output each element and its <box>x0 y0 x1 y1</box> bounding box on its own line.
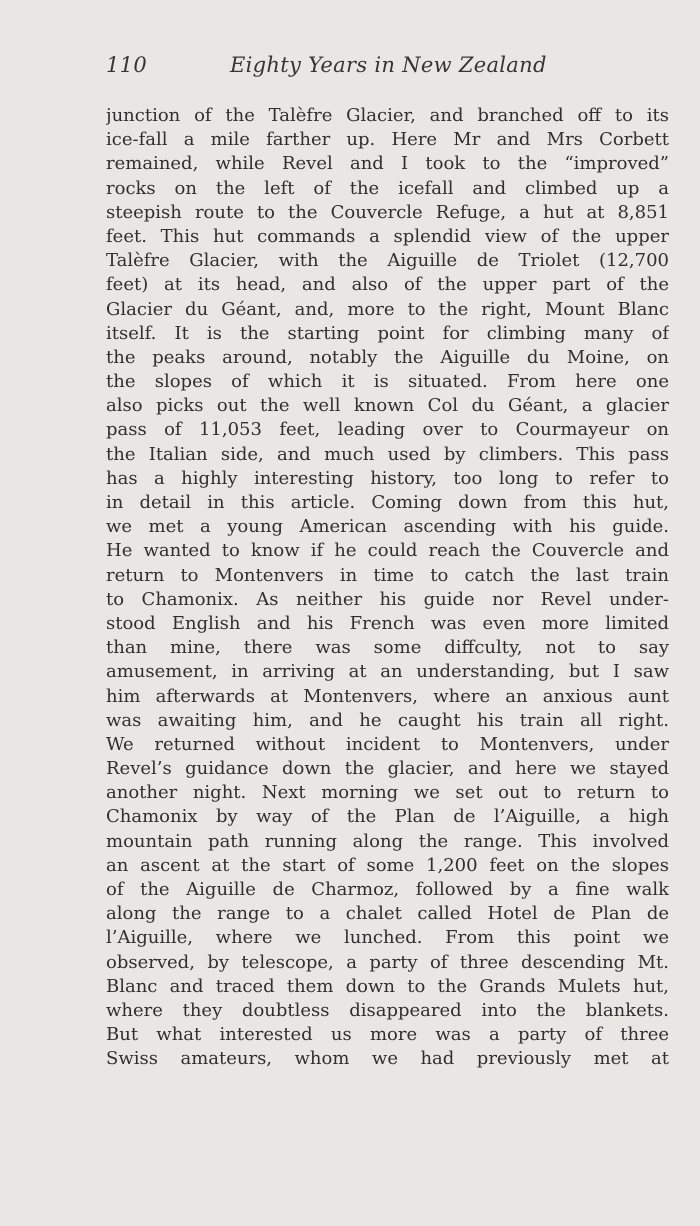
text-line: we met a young American ascending with his guide. <box>106 516 669 538</box>
text-line: the peaks around, notably the Aiguille du Moine, on <box>106 346 669 368</box>
text-line: observed, by telescope, a party of three descending Mt. <box>106 951 669 973</box>
text-line: return to Montenvers in time to catch the last train <box>106 564 669 586</box>
text-line: another night. Next morning we set out to return to <box>106 782 669 804</box>
text-line: junction of the Talèfre Glacier, and branched off to its <box>106 105 669 126</box>
text-line: amusement, in arriving at an understanding, but I saw <box>106 661 669 683</box>
text-line: than mine, there was some diffculty, not to say <box>106 637 669 659</box>
text-line: rocks on the left of the icefall and climbed up a <box>106 177 669 199</box>
text-line: We returned without incident to Montenvers, under <box>106 733 669 755</box>
text-line: an ascent at the start of some 1,200 feet on the slopes <box>106 854 669 876</box>
text-line: where they doubtless disappeared into the blankets. <box>106 999 669 1021</box>
text-line: But what interested us more was a party of three <box>106 1024 669 1046</box>
page-number: 110 <box>106 53 147 77</box>
text-line: Swiss amateurs, whom we had previously met at <box>106 1048 669 1070</box>
body-text <box>106 104 669 1072</box>
text-line: stood English and his French was even more limited <box>106 612 669 634</box>
text-line: Talèfre Glacier, with the Aiguille de Triolet (12,700 <box>106 250 669 272</box>
text-line: pass of 11,053 feet, leading over to Courmayeur on <box>106 419 669 441</box>
text-line: also picks out the well known Col du Géant, a glacier <box>106 395 669 417</box>
text-line: steepish route to the Couvercle Refuge, a hut at 8,851 <box>106 201 669 223</box>
text-line: ice-fall a mile farther up. Here Mr and Mrs Corbett <box>106 129 669 151</box>
text-line: to Chamonix. As neither his guide nor Revel under- <box>106 588 669 610</box>
text-line: He wanted to know if he could reach the Couvercle and <box>106 540 669 562</box>
text-line: Chamonix by way of the Plan de l’Aiguille, a high <box>106 806 669 828</box>
text-line: of the Aiguille de Charmoz, followed by a fine walk <box>106 879 669 900</box>
text-line: in detail in this article. Coming down from this hut, <box>106 492 669 513</box>
text-line: the slopes of which it is situated. From here one <box>106 371 669 393</box>
text-line: mountain path running along the range. This involved <box>106 830 669 852</box>
text-line: feet) at its head, and also of the upper part of the <box>106 274 669 296</box>
running-title: Eighty Years in New Zealand <box>230 53 547 77</box>
text-line: remained, while Revel and I took to the “improved” <box>106 153 669 175</box>
text-line: Glacier du Géant, and, more to the right, Mount Blanc <box>106 298 669 320</box>
text-line: him afterwards at Montenvers, where an anxious aunt <box>106 685 669 707</box>
text-line: was awaiting him, and he caught his train all right. <box>106 709 669 731</box>
text-line: Revel’s guidance down the glacier, and here we stayed <box>106 758 669 780</box>
text-line: the Italian side, and much used by climbers. This pass <box>106 443 669 465</box>
text-line: Blanc and traced them down to the Grands Mulets hut, <box>106 975 669 997</box>
text-line: along the range to a chalet called Hotel de Plan de <box>106 903 669 925</box>
text-line: itself. It is the starting point for climbing many of <box>106 322 669 344</box>
text-line: l’Aiguille, where we lunched. From this point we <box>106 927 669 949</box>
text-line: has a highly interesting history, too long to refer to <box>106 467 669 489</box>
text-line: feet. This hut commands a splendid view of the upper <box>106 225 669 247</box>
page-header <box>106 53 669 83</box>
